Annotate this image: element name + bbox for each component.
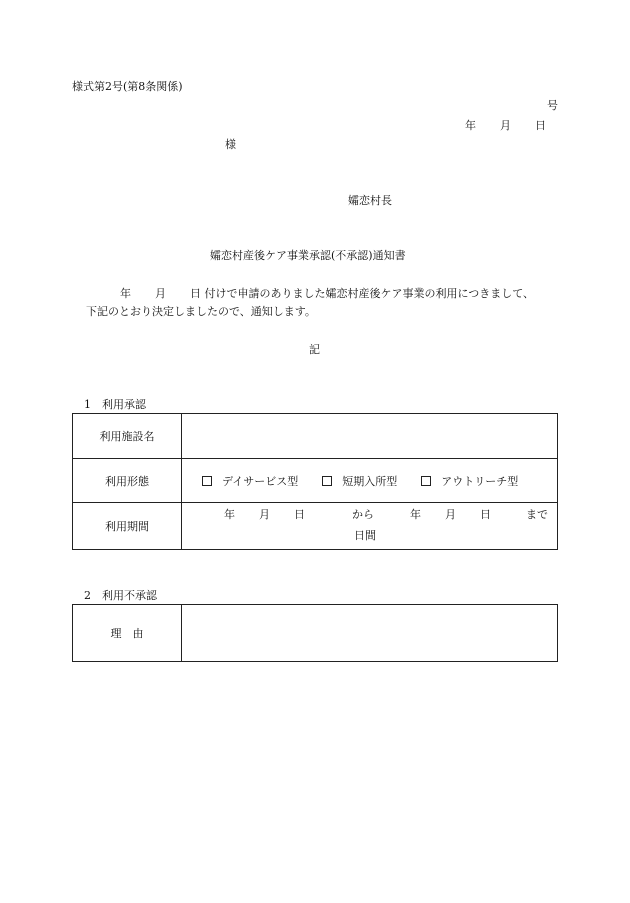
checkbox-icon[interactable] [202, 476, 212, 486]
checkbox-icon[interactable] [421, 476, 431, 486]
option-short-stay-label: 短期入所型 [342, 474, 398, 488]
ki-heading: 記 [309, 343, 320, 356]
usage-type-options [182, 459, 558, 503]
usage-type-row [73, 459, 558, 503]
usage-period-label: 利用期間 [73, 503, 182, 550]
issue-date [465, 119, 546, 133]
period-start-year: 年 [224, 508, 235, 521]
option-outreach-label: アウトリーチ型 [441, 474, 519, 488]
section1-heading: 1 利用承認 [84, 398, 146, 411]
period-end-month: 月 [445, 508, 456, 521]
usage-period-row [73, 503, 558, 550]
addressee-suffix: 様 [225, 138, 236, 151]
option-day-service[interactable] [202, 473, 298, 489]
period-end-day: 日 [480, 508, 491, 521]
period-start-day: 日 [294, 508, 305, 521]
document-title: 孀恋村産後ケア事業承認(不承認)通知書 [210, 249, 406, 262]
period-end-year: 年 [410, 508, 421, 521]
period-from: から [352, 508, 374, 521]
section2-heading: 2 利用不承認 [84, 589, 157, 602]
issue-year: 年 [465, 119, 476, 132]
period-start-month: 月 [259, 508, 270, 521]
issue-month: 月 [500, 119, 511, 132]
option-outreach[interactable] [421, 473, 518, 489]
body-line-1-text: 付けで申請のありました孀恋村産後ケア事業の利用につきまして、 [204, 287, 535, 300]
body-line-2: 下記のとおり決定しましたので、通知します。 [86, 305, 316, 318]
approval-table [72, 413, 558, 550]
ref-month: 月 [155, 287, 166, 300]
facility-label: 利用施設名 [73, 414, 182, 459]
option-day-service-label: デイサービス型 [222, 474, 299, 488]
reason-label: 理 由 [73, 605, 182, 662]
body-line-1 [120, 287, 534, 301]
facility-value[interactable] [182, 414, 558, 459]
rejection-table [72, 604, 558, 662]
facility-row [73, 414, 558, 459]
issue-day: 日 [535, 119, 546, 132]
reason-value[interactable] [182, 605, 558, 662]
document-number-label: 号 [547, 99, 558, 112]
usage-type-label: 利用形態 [73, 459, 182, 503]
ref-day: 日 [190, 287, 201, 300]
period-end-date [410, 508, 491, 522]
form-number: 様式第2号(第8条関係) [72, 80, 183, 93]
period-to: まで [526, 508, 548, 521]
period-start-date [224, 508, 305, 522]
reason-row [73, 605, 558, 662]
issuer-name: 孀恋村長 [348, 194, 392, 207]
usage-period-value[interactable] [182, 503, 558, 550]
ref-year: 年 [120, 287, 131, 300]
period-days: 日間 [354, 529, 376, 542]
option-short-stay[interactable] [322, 473, 397, 489]
checkbox-icon[interactable] [322, 476, 332, 486]
